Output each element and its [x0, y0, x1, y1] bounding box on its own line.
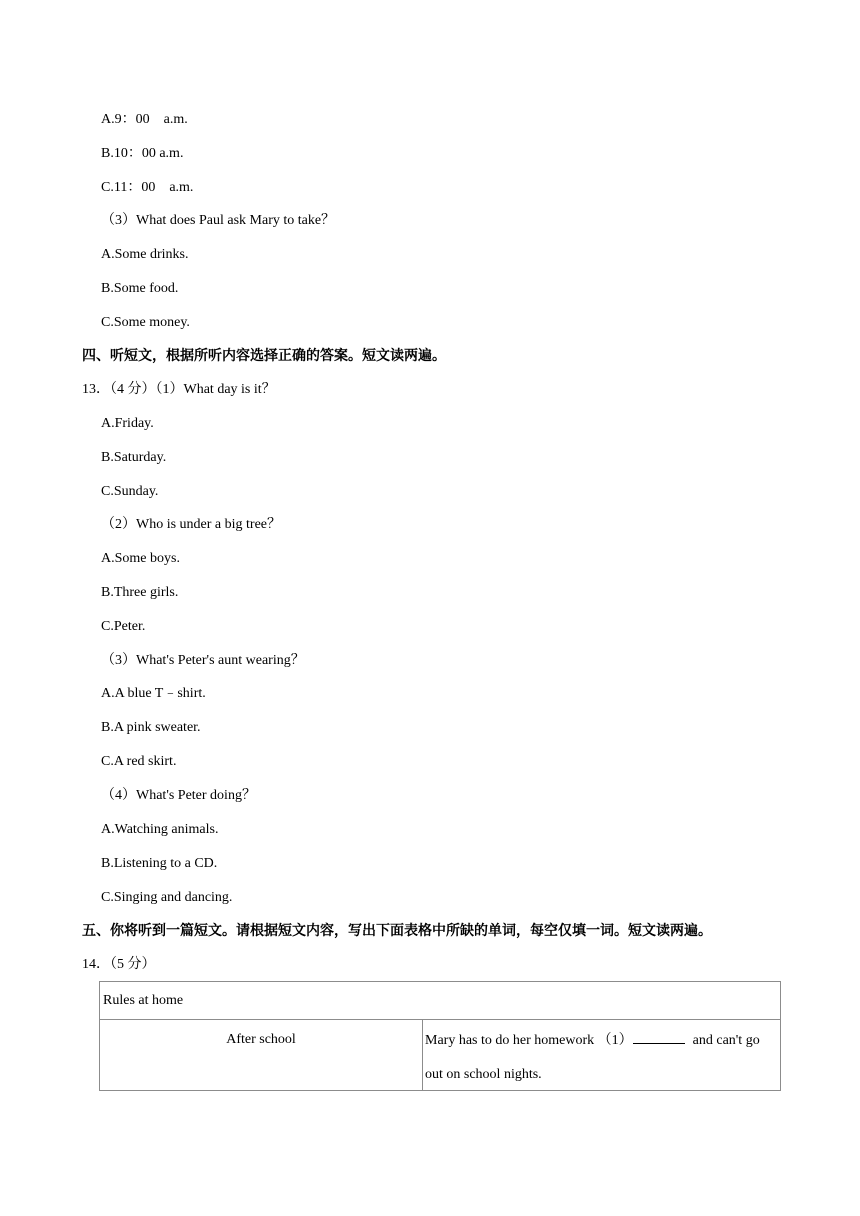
question-13-stem: 13．（4 分）（1）What day is it？: [82, 382, 276, 397]
question-12-3-text: （3）What does Paul ask Mary to take？: [101, 213, 336, 228]
table-row-content-line1: [425, 1031, 780, 1050]
option-12-2-b: B.10：00 a.m.: [101, 146, 184, 161]
option-13-2-b: B.Three girls.: [101, 585, 179, 600]
section-4-heading: 四、听短文，根据所听内容选择正确的答案。短文读两遍。: [82, 348, 446, 364]
question-14-stem: 14．（5 分）: [82, 957, 156, 972]
option-12-2-a: A.9：00 a.m.: [101, 112, 188, 127]
option-13-2-a: A.Some boys.: [101, 551, 180, 566]
table-row-content-cell: [423, 1020, 781, 1091]
option-12-3-a: A.Some drinks.: [101, 247, 189, 262]
question-13-3-text: （3）What's Peter's aunt wearing？: [101, 653, 305, 668]
option-13-4-a: A.Watching animals.: [101, 822, 219, 837]
option-13-2-c: C.Peter.: [101, 619, 146, 634]
option-12-3-b: B.Some food.: [101, 281, 179, 296]
option-12-3-c: C.Some money.: [101, 315, 190, 330]
table-title-cell: Rules at home: [100, 982, 781, 1020]
question-13-2-text: （2）Who is under a big tree？: [101, 517, 282, 532]
rules-table: [99, 981, 781, 1091]
content-after-blank: and can't go: [692, 1033, 760, 1048]
content-before-blank: Mary has to do her homework （1）: [425, 1033, 633, 1048]
option-12-2-c: C.11：00 a.m.: [101, 180, 194, 195]
table-row-label: After school: [226, 1032, 296, 1047]
section-5-heading: 五、你将听到一篇短文。请根据短文内容，写出下面表格中所缺的单词，每空仅填一词。短文读两遍。: [82, 923, 712, 939]
table-row: [100, 1020, 781, 1091]
table-row-label-cell: [100, 1020, 423, 1091]
option-13-4-b: B.Listening to a CD.: [101, 856, 218, 871]
option-13-1-b: B.Saturday.: [101, 450, 167, 465]
option-13-3-c: C.A red skirt.: [101, 754, 177, 769]
question-13-4-text: （4）What's Peter doing？: [101, 788, 256, 803]
option-13-3-a: A.A blue T﹣shirt.: [101, 686, 206, 701]
option-13-1-a: A.Friday.: [101, 416, 154, 431]
option-13-4-c: C.Singing and dancing.: [101, 890, 233, 905]
option-13-3-b: B.A pink sweater.: [101, 720, 201, 735]
table-row: [100, 982, 781, 1020]
option-13-1-c: C.Sunday.: [101, 484, 159, 499]
answer-blank-1[interactable]: [633, 1031, 685, 1044]
table-row-content-line2: out on school nights.: [425, 1067, 542, 1082]
